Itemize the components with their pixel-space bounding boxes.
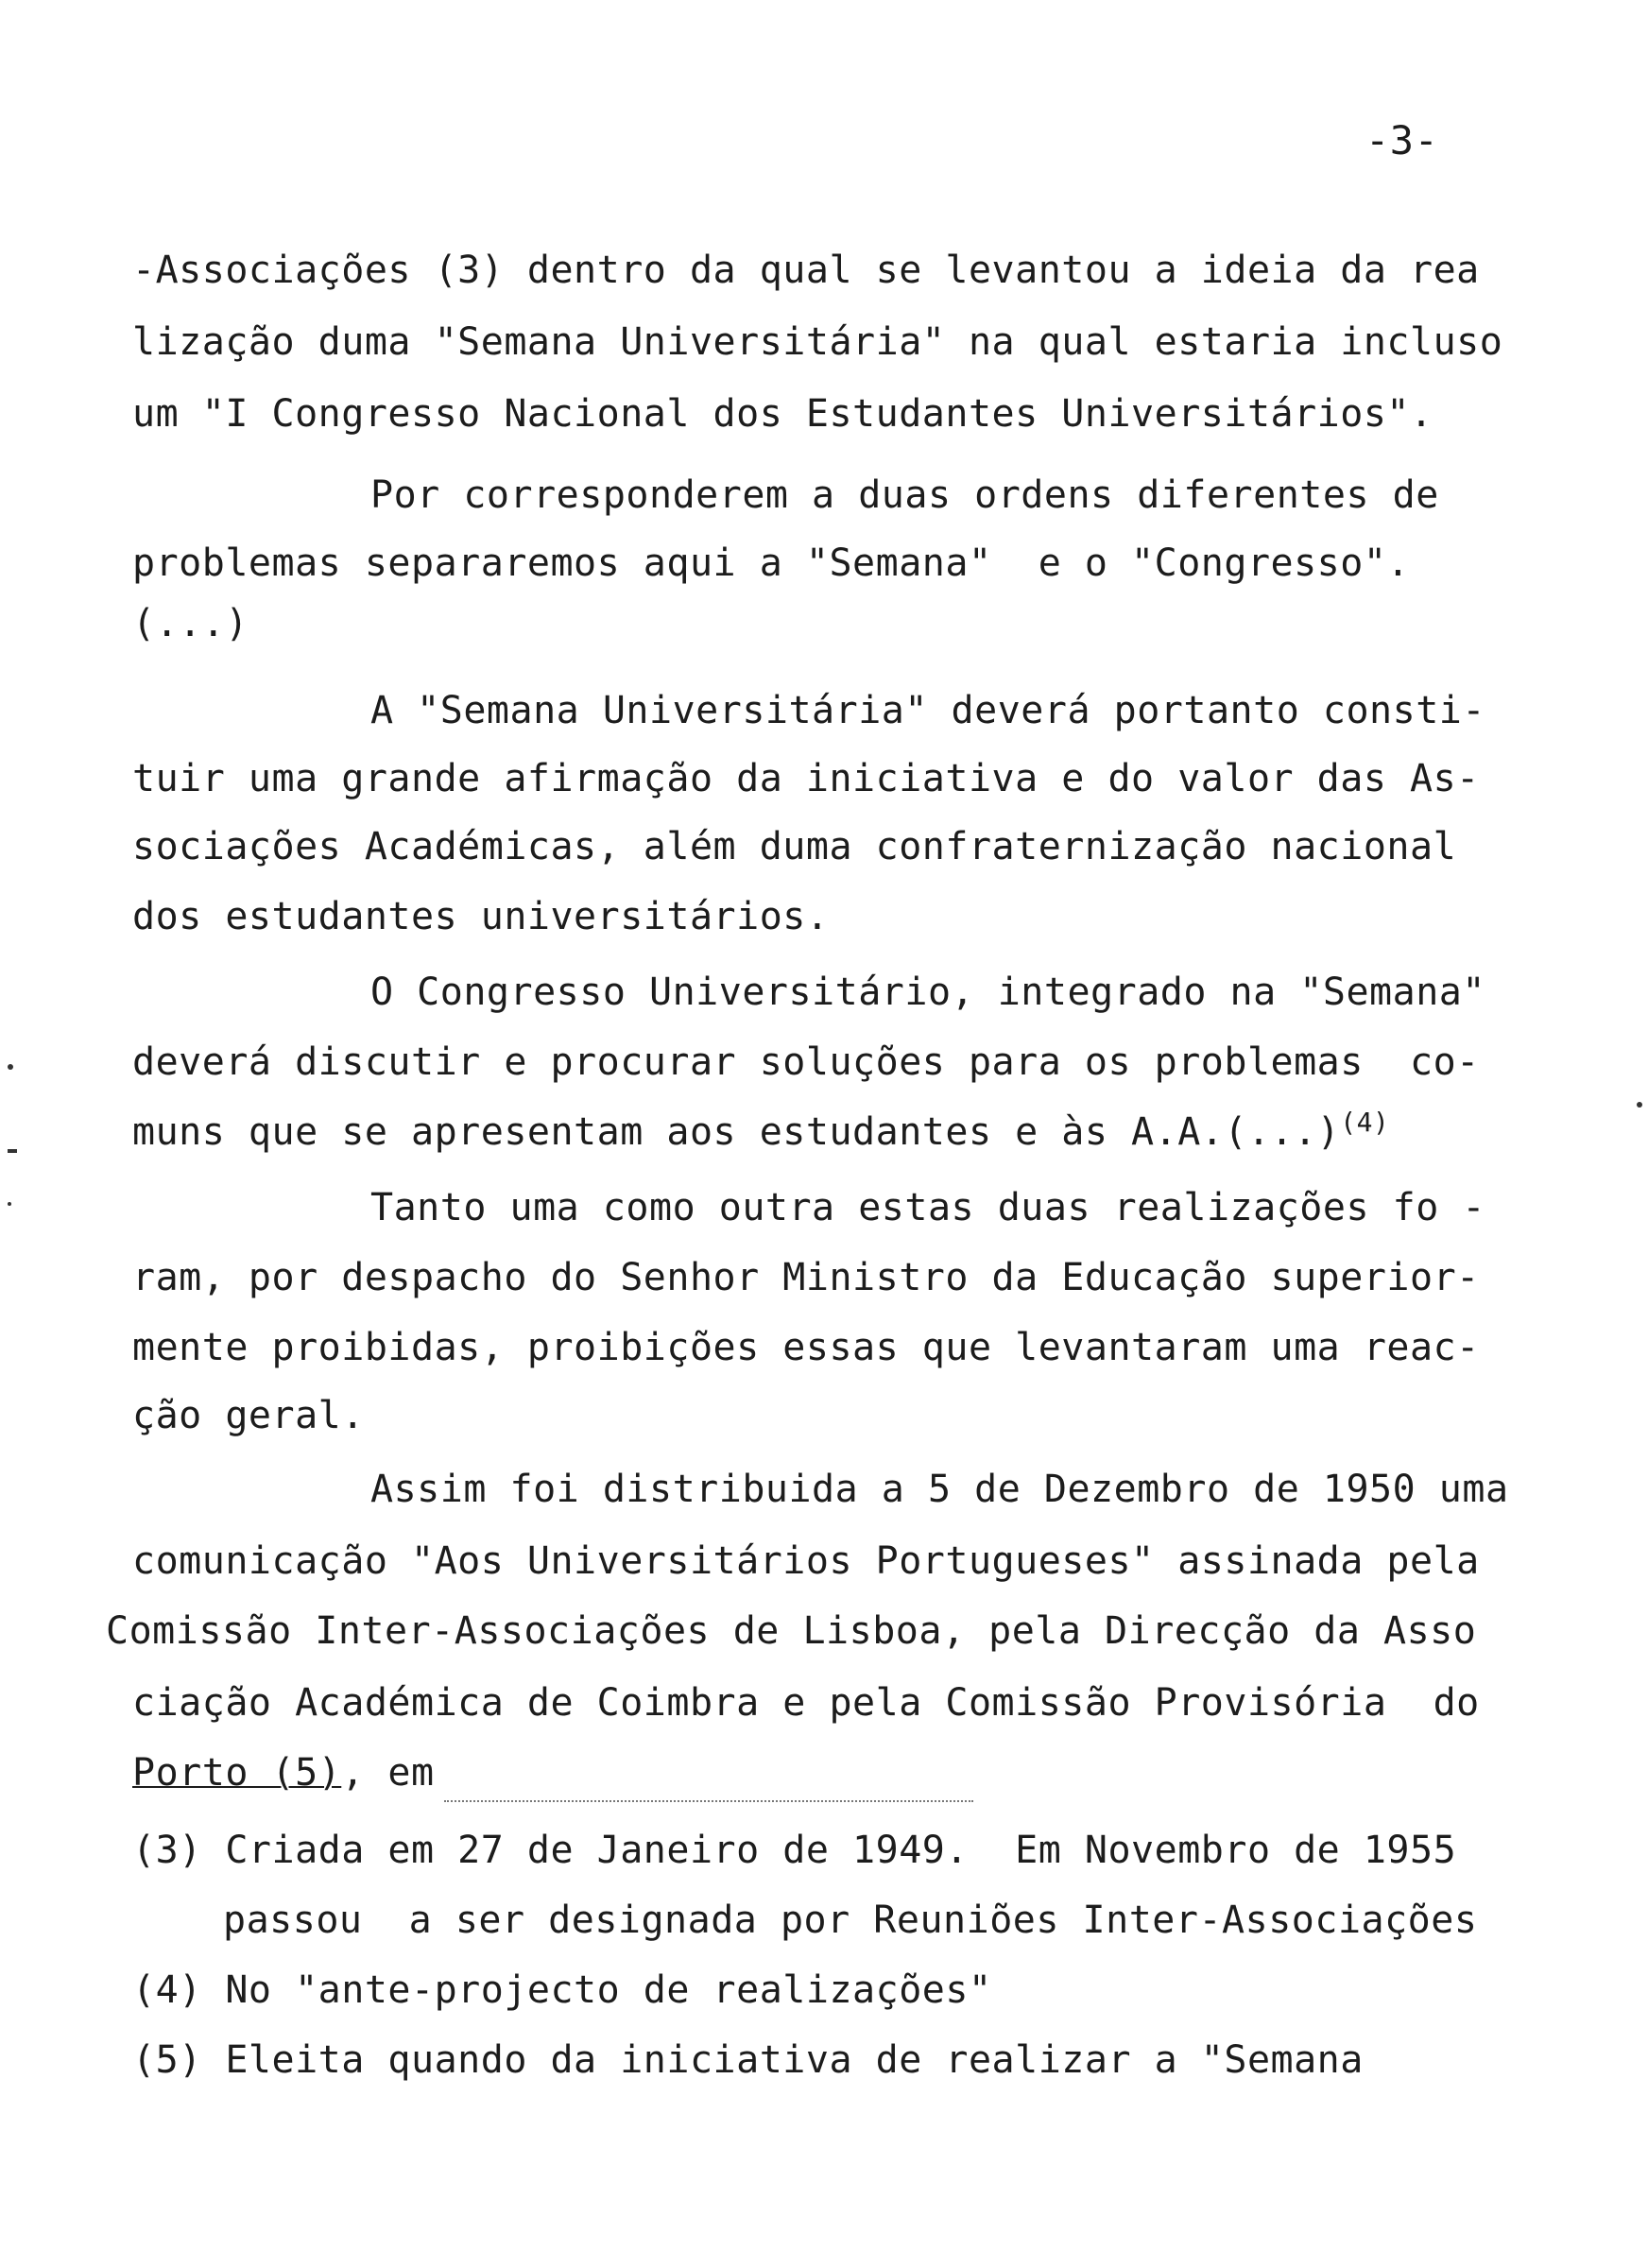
text-line-body: muns que se apresentam aos estudantes e às A.A.(...)	[132, 1110, 1341, 1154]
footnote-5: (5) Eleita quando da iniciativa de realizar a "Semana	[132, 2038, 1364, 2082]
margin-mark	[1637, 1102, 1642, 1108]
margin-mark	[8, 1202, 11, 1206]
text-line: problemas separaremos aqui a "Semana" e o "Congresso".	[132, 541, 1411, 585]
text-line: tuir uma grande afirmação da iniciativa e do valor das As-	[132, 757, 1480, 800]
text-line: comunicação "Aos Universitários Portugueses" assinada pela	[132, 1539, 1480, 1583]
text-line: Por corresponderem a duas ordens diferentes de	[370, 473, 1439, 517]
text-line: Tanto uma como outra estas duas realizações fo -	[370, 1186, 1485, 1229]
text-line-tail: , em	[341, 1751, 435, 1795]
footnote-3-continuation: passou a ser designada por Reuniões Inter-Associações	[223, 1899, 1478, 1942]
margin-mark	[8, 1149, 17, 1153]
text-line: ção geral.	[132, 1394, 365, 1437]
text-line: sociações Académicas, além duma confraternização nacional	[132, 825, 1457, 868]
text-line: -Associações (3) dentro da qual se levantou a ideia da rea	[132, 249, 1480, 292]
margin-mark	[8, 1064, 13, 1070]
underlined-text: Porto (5)	[132, 1751, 342, 1795]
text-line: ciação Académica de Coimbra e pela Comissão Provisória do	[132, 1681, 1480, 1725]
text-line: mente proibidas, proibições essas que levantaram uma reac-	[132, 1326, 1480, 1369]
page-number: -3-	[1365, 117, 1439, 163]
text-line	[132, 1109, 1389, 1159]
footnote-separator	[444, 1800, 973, 1802]
text-line: dos estudantes universitários.	[132, 895, 830, 938]
footnote-3: (3) Criada em 27 de Janeiro de 1949. Em Novembro de 1955	[132, 1829, 1457, 1872]
text-line: Assim foi distribuida a 5 de Dezembro de 1950 uma	[370, 1468, 1509, 1511]
text-line: A "Semana Universitária" deverá portanto consti-	[370, 689, 1485, 732]
text-line: O Congresso Universitário, integrado na "Semana"	[370, 971, 1485, 1014]
text-line: (...)	[132, 602, 249, 645]
text-line	[132, 1750, 435, 1796]
text-line: um "I Congresso Nacional dos Estudantes Universitários".	[132, 392, 1433, 436]
text-line: lização duma "Semana Universitária" na qual estaria incluso	[132, 320, 1503, 364]
footnote-4: (4) No "ante-projecto de realizações"	[132, 1968, 992, 2012]
footnote-ref-4: (4)	[1340, 1107, 1390, 1138]
text-line: deverá discutir e procurar soluções para os problemas co-	[132, 1040, 1480, 1084]
text-line: ram, por despacho do Senhor Ministro da Educação superior-	[132, 1256, 1480, 1299]
text-line: Comissão Inter-Associações de Lisboa, pela Direcção da Asso	[106, 1609, 1477, 1653]
